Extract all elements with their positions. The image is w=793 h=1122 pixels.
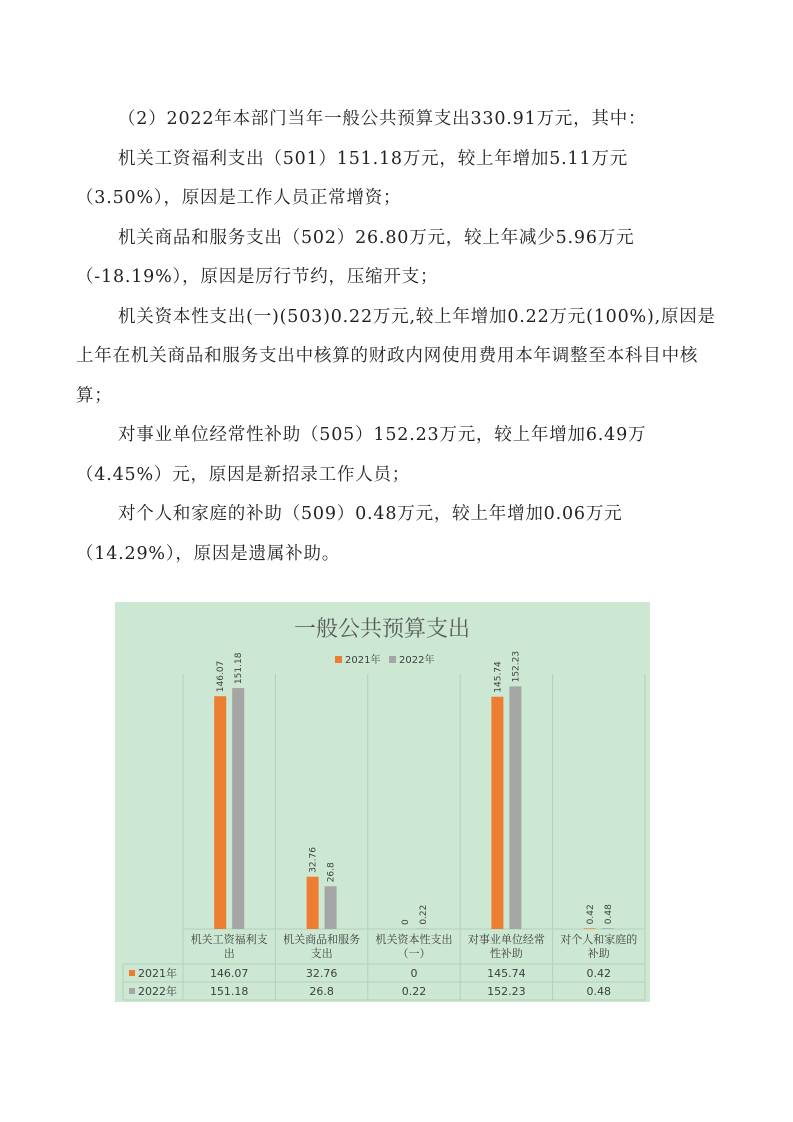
document-body <box>76 100 726 574</box>
table-cell-s0-c1: 32.76 <box>305 967 338 980</box>
data-label-s1-c0: 151.18 <box>234 652 245 685</box>
legend-label-0: 2021年 <box>345 655 381 666</box>
bar-s1-c0 <box>232 688 244 929</box>
bar-s0-c1 <box>307 877 319 929</box>
legend-label-1: 2022年 <box>399 655 435 666</box>
bar-s1-c3 <box>509 686 521 929</box>
paragraph-501: 机关工资福利支出（501）151.18万元，较上年增加5.11万元（3.50%），原因是工作人员正常增资； <box>76 148 628 208</box>
table-series-label-1: 2022年 <box>138 985 177 998</box>
data-label-s0-c0: 146.07 <box>216 660 227 693</box>
category-label-0-0: 机关工资福利支 <box>190 933 268 946</box>
category-label-3-1: 性补助 <box>489 947 523 960</box>
data-label-s1-c1: 26.8 <box>326 862 337 883</box>
bar-s1-c4 <box>602 928 614 929</box>
table-cell-s1-c0: 151.18 <box>209 985 249 998</box>
table-series-label-0: 2021年 <box>138 967 177 980</box>
data-label-s0-c4: 0.42 <box>585 904 596 925</box>
category-label-2-1: （一） <box>397 947 431 960</box>
paragraph-509: 对个人和家庭的补助（509）0.48万元，较上年增加0.06万元（14.29%），原因是遗属补助。 <box>76 504 623 564</box>
data-label-s1-c3: 152.23 <box>511 650 522 683</box>
category-label-2-0: 机关资本性支出 <box>375 933 453 946</box>
table-swatch-1 <box>129 988 135 994</box>
chart-title: 一般公共预算支出 <box>293 617 471 642</box>
category-label-1-0: 机关商品和服务 <box>283 933 361 946</box>
table-cell-s0-c3: 145.74 <box>487 967 526 980</box>
category-label-3-0: 对事业单位经常 <box>467 933 545 946</box>
bar-s0-c0 <box>214 696 226 929</box>
bar-s1-c1 <box>325 886 337 929</box>
legend-swatch-0 <box>335 656 342 663</box>
category-label-4-1: 补助 <box>587 947 610 960</box>
category-label-4-0: 对个人和家庭的 <box>560 933 638 946</box>
category-label-0-1: 出 <box>223 947 235 960</box>
budget-chart <box>115 602 650 1002</box>
bar-s0-c3 <box>491 697 503 929</box>
table-cell-s0-c2: 0 <box>410 967 418 980</box>
table-cell-s1-c2: 0.22 <box>401 985 427 998</box>
data-label-s1-c4: 0.48 <box>603 904 614 925</box>
paragraph-502: 机关商品和服务支出（502）26.80万元，较上年减少5.96万元（-18.19%），原因是厉行节约，压缩开支； <box>76 227 635 287</box>
data-label-s0-c1: 32.76 <box>308 847 319 873</box>
category-label-1-1: 支出 <box>310 947 333 960</box>
data-label-s1-c2: 0.22 <box>419 904 429 925</box>
table-cell-s1-c4: 0.48 <box>586 985 612 998</box>
budget-chart-svg <box>115 602 650 1002</box>
table-cell-s1-c1: 26.8 <box>309 985 334 998</box>
data-label-s0-c2: 0 <box>401 919 411 925</box>
paragraph-summary: （2）2022年本部门当年一般公共预算支出330.91万元，其中： <box>118 109 647 129</box>
table-cell-s0-c4: 0.42 <box>586 967 612 980</box>
table-cell-s1-c3: 152.23 <box>487 985 526 998</box>
paragraph-503: 机关资本性支出(一)(503)0.22万元,较上年增加0.22万元(100%),原因是上年在机关商品和服务支出中核算的财政内网使用费用本年调整至本科目中核算； <box>76 306 716 406</box>
legend-swatch-1 <box>389 656 396 663</box>
paragraph-505: 对事业单位经常性补助（505）152.23万元，较上年增加6.49万（4.45%）元，原因是新招录工作人员； <box>76 425 647 485</box>
table-cell-s0-c0: 146.07 <box>209 967 249 980</box>
data-label-s0-c3: 145.74 <box>493 661 504 693</box>
table-swatch-0 <box>129 970 135 976</box>
bar-s0-c4 <box>584 928 596 929</box>
